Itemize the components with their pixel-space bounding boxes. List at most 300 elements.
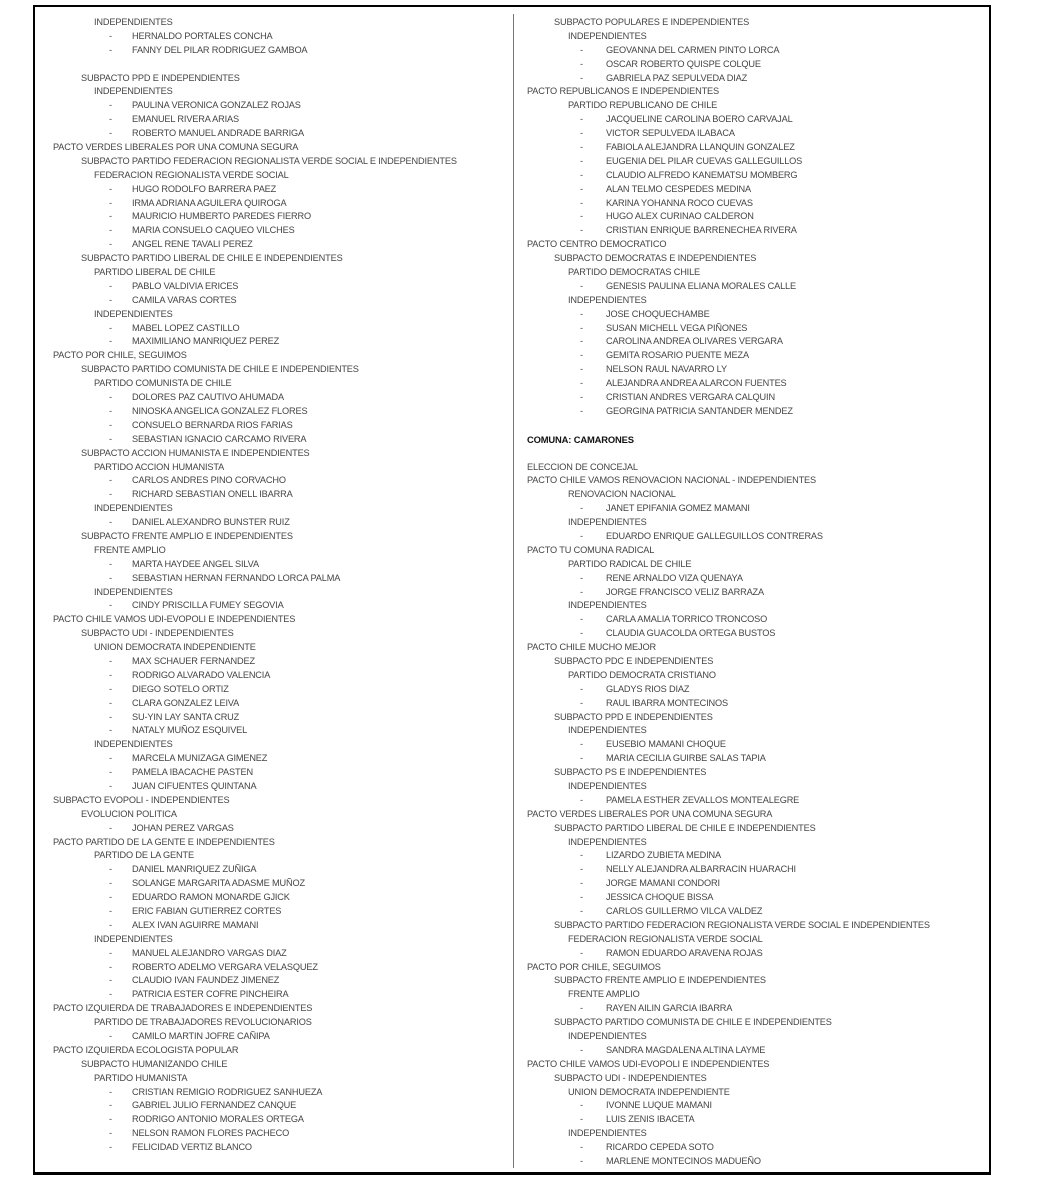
dash-marker: - [580,308,583,319]
dash-marker: - [109,878,112,889]
candidate-row [53,1030,508,1044]
candidate-row [53,822,508,836]
dash-marker: - [580,336,583,347]
blank-line [527,447,977,461]
candidate-name: MAXIMILIANO MANRIQUEZ PEREZ [132,336,280,347]
candidate-name: LIZARDO ZUBIETA MEDINA [606,850,721,861]
candidate-row [53,558,508,572]
subpact-name: SUBPACTO PDC E INDEPENDIENTES [554,655,714,666]
candidate-name: RODRIGO ALVARADO VALENCIA [132,669,271,680]
candidate-name: DANIEL MANRIQUEZ ZUÑIGA [132,864,257,875]
dash-marker: - [109,919,112,930]
dash-marker: - [109,183,112,194]
dash-marker: - [109,767,112,778]
dash-marker: - [580,850,583,861]
candidate-row [53,1099,508,1113]
candidate-name: IRMA ADRIANA AGUILERA QUIROGA [132,197,287,208]
dash-marker: - [580,142,583,153]
party-name: INDEPENDIENTES [94,86,173,97]
dash-marker: - [580,364,583,375]
candidate-row [53,238,508,252]
candidate-row [527,530,977,544]
dash-marker: - [580,1003,583,1014]
dash-marker: - [580,1114,583,1125]
candidate-row [53,947,508,961]
candidate-row [527,308,977,322]
candidate-name: NINOSKA ANGELICA GONZALEZ FLORES [132,405,308,416]
candidate-row [527,572,977,586]
candidate-name: PAULINA VERONICA GONZALEZ ROJAS [132,100,301,111]
candidate-name: JACQUELINE CAROLINA BOERO CARVAJAL [606,114,793,125]
dash-marker: - [109,753,112,764]
candidate-name: MARLENE MONTECINOS MADUEÑO [606,1156,761,1167]
candidate-name: DOLORES PAZ CAUTIVO AHUMADA [132,392,284,403]
party-name: PARTIDO DE TRABAJADORES REVOLUCIONARIOS [94,1017,312,1028]
candidate-row [53,683,508,697]
candidate-name: CARLA AMALIA TORRICO TRONCOSO [606,614,768,625]
candidate-name: PAMELA IBACACHE PASTEN [132,767,253,778]
dash-marker: - [109,211,112,222]
dash-marker: - [109,336,112,347]
candidate-name: HUGO ALEX CURINAO CALDERON [606,211,754,222]
dash-marker: - [580,350,583,361]
subpact-name: SUBPACTO PARTIDO FEDERACION REGIONALISTA VERDE SOCIAL E INDEPENDIENTES [81,155,457,166]
party-name: INDEPENDIENTES [94,586,173,597]
candidate-row [527,697,977,711]
candidate-row [527,794,977,808]
candidate-name: FELICIDAD VERTIZ BLANCO [132,1142,252,1153]
subpact-name: SUBPACTO PARTIDO LIBERAL DE CHILE E INDEPENDIENTES [81,253,343,264]
candidate-row [53,1127,508,1141]
dash-marker: - [109,683,112,694]
dash-marker: - [580,392,583,403]
pact-name: ELECCION DE CONCEJAL [527,461,638,472]
candidate-name: MAURICIO HUMBERTO PAREDES FIERRO [132,211,311,222]
candidate-name: NELSON RAMON FLORES PACHECO [132,1128,290,1139]
dash-marker: - [580,1156,583,1167]
party-name: FRENTE AMPLIO [568,989,640,1000]
dash-marker: - [109,433,112,444]
dash-marker: - [580,878,583,889]
candidate-row [53,474,508,488]
candidate-name: CRISTIAN REMIGIO RODRIGUEZ SANHUEZA [132,1086,323,1097]
dash-marker: - [109,725,112,736]
party-name: INDEPENDIENTES [94,739,173,750]
candidate-name: ALEJANDRA ANDREA ALARCON FUENTES [606,378,787,389]
dash-marker: - [580,225,583,236]
dash-marker: - [109,475,112,486]
subpact-name: SUBPACTO UDI - INDEPENDIENTES [554,1072,707,1083]
candidate-row [53,655,508,669]
candidate-name: CRISTIAN ENRIQUE BARRENECHEA RIVERA [606,225,797,236]
candidate-name: SOLANGE MARGARITA ADASME MUÑOZ [132,878,305,889]
party-name: INDEPENDIENTES [568,725,647,736]
candidate-row [527,849,977,863]
candidate-row [527,905,977,919]
party-name: INDEPENDIENTES [568,780,647,791]
candidate-name: GABRIELA PAZ SEPULVEDA DIAZ [606,72,748,83]
candidate-row [53,335,508,349]
candidate-name: JOHAN PEREZ VARGAS [132,822,234,833]
candidate-name: NELLY ALEJANDRA ALBARRACIN HUARACHI [606,864,796,875]
candidate-row [53,294,508,308]
candidate-name: FANNY DEL PILAR RODRIGUEZ GAMBOA [132,44,308,55]
candidate-name: CLAUDIO IVAN FAUNDEZ JIMENEZ [132,975,280,986]
candidate-row [527,210,977,224]
candidate-name: ALEX IVAN AGUIRRE MAMANI [132,919,259,930]
candidate-name: CAMILO MARTIN JOFRE CAÑIPA [132,1031,270,1042]
dash-marker: - [580,1044,583,1055]
candidate-name: FABIOLA ALEJANDRA LLANQUIN GONZALEZ [606,142,795,153]
dash-marker: - [109,961,112,972]
pact-name: PACTO CENTRO DEMOCRATICO [527,239,667,250]
candidate-row [53,280,508,294]
dash-marker: - [109,225,112,236]
candidate-name: EUGENIA DEL PILAR CUEVAS GALLEGUILLOS [606,155,803,166]
dash-marker: - [109,517,112,528]
dash-marker: - [109,419,112,430]
candidate-row [527,335,977,349]
candidate-name: JORGE FRANCISCO VELIZ BARRAZA [606,586,764,597]
candidate-row [527,58,977,72]
pact-name: PACTO POR CHILE, SEGUIMOS [527,961,661,972]
dash-marker: - [109,864,112,875]
candidate-row [527,44,977,58]
candidate-name: JORGE MAMANI CONDORI [606,878,720,889]
candidate-name: GENESIS PAULINA ELIANA MORALES CALLE [606,280,796,291]
candidate-row [53,197,508,211]
dash-marker: - [580,683,583,694]
party-name: PARTIDO HUMANISTA [94,1072,188,1083]
candidate-name: CAMILA VARAS CORTES [132,294,237,305]
pact-name: PACTO POR CHILE, SEGUIMOS [53,350,187,361]
party-name: INDEPENDIENTES [568,1128,647,1139]
dash-marker: - [580,1100,583,1111]
candidate-row [53,322,508,336]
dash-marker: - [109,197,112,208]
candidate-row [53,919,508,933]
subpact-name: EVOLUCION POLITICA [81,808,177,819]
party-name: PARTIDO LIBERAL DE CHILE [94,267,216,278]
pact-name: SUBPACTO EVOPOLI - INDEPENDIENTES [53,794,230,805]
left-column [53,16,508,1155]
subpact-name: SUBPACTO PPD E INDEPENDIENTES [81,72,240,83]
candidate-name: CLAUDIO ALFREDO KANEMATSU MOMBERG [606,169,798,180]
party-name: PARTIDO RADICAL DE CHILE [568,558,692,569]
candidate-name: RAUL IBARRA MONTECINOS [606,697,728,708]
party-name: FEDERACION REGIONALISTA VERDE SOCIAL [568,933,763,944]
pact-name: PACTO IZQUIERDA ECOLOGISTA POPULAR [53,1044,239,1055]
dash-marker: - [109,600,112,611]
candidate-row [53,669,508,683]
dash-marker: - [580,906,583,916]
party-name: PARTIDO COMUNISTA DE CHILE [94,378,232,389]
candidate-name: HERNALDO PORTALES CONCHA [132,30,273,41]
candidate-name: EDUARDO ENRIQUE GALLEGUILLOS CONTRERAS [606,530,823,541]
dash-marker: - [109,392,112,403]
party-name: PARTIDO ACCION HUMANISTA [94,461,225,472]
dash-marker: - [580,1142,583,1153]
candidate-row [53,44,508,58]
candidate-row [527,947,977,961]
party-name: INDEPENDIENTES [568,600,647,611]
candidate-name: JUAN CIFUENTES QUINTANA [132,780,257,791]
subpact-name: SUBPACTO PARTIDO COMUNISTA DE CHILE E INDEPENDIENTES [554,1017,832,1028]
candidate-row [527,72,977,86]
candidate-name: JOSE CHOQUECHAMBE [606,308,710,319]
candidate-name: GEORGINA PATRICIA SANTANDER MENDEZ [606,405,793,416]
party-name: PARTIDO DEMOCRATAS CHILE [568,267,701,278]
candidate-name: MAX SCHAUER FERNANDEZ [132,655,255,666]
candidate-row [53,780,508,794]
dash-marker: - [109,294,112,305]
party-name: INDEPENDIENTES [94,17,173,27]
candidate-row [53,224,508,238]
candidate-name: PABLO VALDIVIA ERICES [132,280,239,291]
dash-marker: - [580,892,583,903]
candidate-name: SEBASTIAN IGNACIO CARCAMO RIVERA [132,433,307,444]
subpact-name: SUBPACTO DEMOCRATAS E INDEPENDIENTES [554,253,757,264]
dash-marker: - [580,128,583,139]
candidate-row [527,1155,977,1169]
candidate-row [53,183,508,197]
dash-marker: - [580,58,583,69]
pact-name: PACTO TU COMUNA RADICAL [527,544,655,555]
candidate-row [53,905,508,919]
candidate-name: MANUEL ALEJANDRO VARGAS DIAZ [132,947,287,958]
dash-marker: - [109,280,112,291]
candidate-row [527,141,977,155]
candidate-row [527,1099,977,1113]
dash-marker: - [109,572,112,583]
candidate-row [53,405,508,419]
candidate-name: SUSAN MICHELL VEGA PIÑONES [606,322,748,333]
subpact-name: SUBPACTO PARTIDO FEDERACION REGIONALISTA VERDE SOCIAL E INDEPENDIENTES [554,919,930,930]
candidate-row [53,988,508,1002]
candidate-name: CRISTIAN ANDRES VERGARA CALQUIN [606,392,775,403]
party-name: INDEPENDIENTES [94,308,173,319]
candidate-row [527,738,977,752]
candidate-name: JESSICA CHOQUE BISSA [606,892,714,903]
candidate-name: ROBERTO MANUEL ANDRADE BARRIGA [132,128,304,139]
candidate-row [527,863,977,877]
dash-marker: - [109,975,112,986]
candidate-name: HUGO RODOLFO BARRERA PAEZ [132,183,277,194]
candidate-row [527,127,977,141]
dash-marker: - [580,697,583,708]
candidate-row [53,419,508,433]
candidate-row [527,280,977,294]
party-name: RENOVACION NACIONAL [568,489,676,500]
party-name: INDEPENDIENTES [94,503,173,514]
party-name: PARTIDO REPUBLICANO DE CHILE [568,100,718,111]
dash-marker: - [109,405,112,416]
candidate-name: CARLOS ANDRES PINO CORVACHO [132,475,286,486]
candidate-name: ERIC FABIAN GUTIERREZ CORTES [132,906,282,916]
candidate-row [53,599,508,613]
candidate-name: ALAN TELMO CESPEDES MEDINA [606,183,752,194]
subpact-name: SUBPACTO FRENTE AMPLIO E INDEPENDIENTES [81,530,293,541]
candidate-row [53,724,508,738]
candidate-name: PAMELA ESTHER ZEVALLOS MONTEALEGRE [606,794,800,805]
pact-name: PACTO IZQUIERDA DE TRABAJADORES E INDEPENDIENTES [53,1003,313,1014]
dash-marker: - [580,405,583,416]
dash-marker: - [109,1142,112,1153]
subpact-name: SUBPACTO PARTIDO LIBERAL DE CHILE E INDEPENDIENTES [554,822,816,833]
dash-marker: - [580,503,583,514]
pact-name: PACTO CHILE MUCHO MEJOR [527,642,656,653]
dash-marker: - [109,100,112,111]
candidate-row [53,488,508,502]
candidate-name: SEBASTIAN HERNAN FERNANDO LORCA PALMA [132,572,341,583]
subpact-name: SUBPACTO ACCION HUMANISTA E INDEPENDIENTES [81,447,310,458]
candidate-row [527,1141,977,1155]
candidate-row [53,433,508,447]
candidate-name: GEOVANNA DEL CARMEN PINTO LORCA [606,44,780,55]
candidate-row [53,113,508,127]
candidate-name: EMANUEL RIVERA ARIAS [132,114,239,125]
candidate-name: OSCAR ROBERTO QUISPE COLQUE [606,58,761,69]
subpact-name: SUBPACTO PS E INDEPENDIENTES [554,767,707,778]
dash-marker: - [109,780,112,791]
dash-marker: - [580,794,583,805]
candidate-name: SU-YIN LAY SANTA CRUZ [132,711,240,722]
dash-marker: - [580,197,583,208]
candidate-name: CARLOS GUILLERMO VILCA VALDEZ [606,906,763,916]
candidate-name: LUIS ZENIS IBACETA [606,1114,695,1125]
dash-marker: - [580,169,583,180]
candidate-name: ROBERTO ADELMO VERGARA VELASQUEZ [132,961,318,972]
dash-marker: - [109,1128,112,1139]
candidate-name: DANIEL ALEXANDRO BUNSTER RUIZ [132,517,290,528]
candidate-name: NATALY MUÑOZ ESQUIVEL [132,725,248,736]
blank-line [53,58,508,72]
pact-name: PACTO PARTIDO DE LA GENTE E INDEPENDIENTES [53,836,275,847]
dash-marker: - [109,489,112,500]
dash-marker: - [109,655,112,666]
dash-marker: - [580,572,583,583]
candidate-row [527,322,977,336]
candidate-row [53,1141,508,1155]
candidate-name: RICARDO CEPEDA SOTO [606,1142,714,1153]
candidate-row [527,183,977,197]
candidate-name: MABEL LOPEZ CASTILLO [132,322,240,333]
candidate-row [53,752,508,766]
candidate-row [53,30,508,44]
candidate-row [527,891,977,905]
candidate-row [53,516,508,530]
candidate-row [527,877,977,891]
dash-marker: - [580,322,583,333]
candidate-name: GEMITA ROSARIO PUENTE MEZA [606,350,749,361]
candidate-row [53,891,508,905]
candidate-name: MARIA CECILIA GUIRBE SALAS TAPIA [606,753,766,764]
dash-marker: - [109,669,112,680]
dash-marker: - [580,183,583,194]
dash-marker: - [580,211,583,222]
candidate-row [53,863,508,877]
candidate-name: PATRICIA ESTER COFRE PINCHEIRA [132,989,289,1000]
dash-marker: - [109,1031,112,1042]
party-name: INDEPENDIENTES [94,933,173,944]
dash-marker: - [109,822,112,833]
party-name: PARTIDO DEMOCRATA CRISTIANO [568,669,716,680]
dash-marker: - [580,739,583,750]
candidate-row [527,586,977,600]
dash-marker: - [109,30,112,41]
pact-name: PACTO VERDES LIBERALES POR UNA COMUNA SEGURA [53,142,299,153]
pact-name: PACTO CHILE VAMOS UDI-EVOPOLI E INDEPENDIENTES [527,1058,770,1069]
candidate-row [527,349,977,363]
party-name: INDEPENDIENTES [568,30,647,41]
candidate-row [527,391,977,405]
candidate-row [527,113,977,127]
candidate-name: NELSON RAUL NAVARRO LY [606,364,727,375]
dash-marker: - [109,947,112,958]
candidate-name: CONSUELO BERNARDA RIOS FARIAS [132,419,293,430]
dash-marker: - [109,1086,112,1097]
pact-name: PACTO VERDES LIBERALES POR UNA COMUNA SEGURA [527,808,773,819]
candidate-name: RAYEN AILIN GARCIA IBARRA [606,1003,733,1014]
dash-marker: - [580,378,583,389]
pact-name: PACTO REPUBLICANOS E INDEPENDIENTES [527,86,719,97]
candidate-row [53,127,508,141]
candidate-row [527,363,977,377]
candidate-name: CAROLINA ANDREA OLIVARES VERGARA [606,336,783,347]
dash-marker: - [109,906,112,916]
candidate-name: CLARA GONZALEZ LEIVA [132,697,240,708]
candidate-row [527,169,977,183]
party-name: UNION DEMOCRATA INDEPENDIENTE [568,1086,730,1097]
candidate-row [527,377,977,391]
dash-marker: - [580,628,583,639]
candidate-name: DIEGO SOTELO ORTIZ [132,683,229,694]
candidate-row [527,1044,977,1058]
candidate-name: RODRIGO ANTONIO MORALES ORTEGA [132,1114,304,1125]
dash-marker: - [109,322,112,333]
dash-marker: - [109,711,112,722]
dash-marker: - [109,558,112,569]
dash-marker: - [109,697,112,708]
candidate-name: GABRIEL JULIO FERNANDEZ CANQUE [132,1100,297,1111]
subpact-name: SUBPACTO FRENTE AMPLIO E INDEPENDIENTES [554,975,766,986]
party-name: PARTIDO DE LA GENTE [94,850,194,861]
dash-marker: - [580,114,583,125]
pact-name: PACTO CHILE VAMOS RENOVACION NACIONAL - INDEPENDIENTES [527,475,817,486]
dash-marker: - [109,239,112,250]
dash-marker: - [580,530,583,541]
pact-name: PACTO CHILE VAMOS UDI-EVOPOLI E INDEPENDIENTES [53,614,296,625]
dash-marker: - [109,892,112,903]
candidate-row [53,877,508,891]
dash-marker: - [109,128,112,139]
candidate-name: ANGEL RENE TAVALI PEREZ [132,239,253,250]
candidate-name: CINDY PRISCILLA FUMEY SEGOVIA [132,600,284,611]
candidate-row [53,391,508,405]
party-name: INDEPENDIENTES [568,517,647,528]
candidate-row [53,99,508,113]
subpact-name: SUBPACTO POPULARES E INDEPENDIENTES [554,17,750,27]
dash-marker: - [580,864,583,875]
dash-marker: - [580,614,583,625]
candidate-row [527,197,977,211]
candidate-row [53,210,508,224]
candidate-row [53,572,508,586]
column-divider [513,14,514,1168]
candidate-name: MARIA CONSUELO CAQUEO VILCHES [132,225,295,236]
candidate-name: EUSEBIO MAMANI CHOQUE [606,739,726,750]
party-name: INDEPENDIENTES [568,1031,647,1042]
